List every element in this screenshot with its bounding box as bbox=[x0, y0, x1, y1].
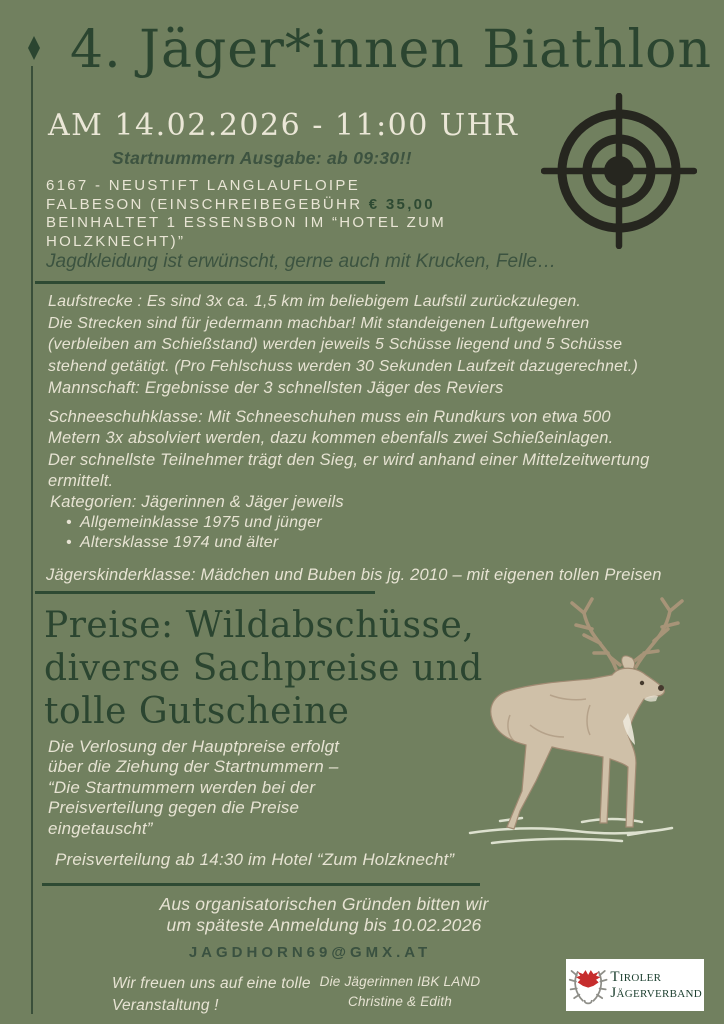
divider-rule bbox=[35, 591, 375, 594]
stag-eye bbox=[640, 681, 644, 685]
stag-illustration bbox=[440, 595, 700, 850]
dress-code-note: Jagdkleidung ist erwünscht, gerne auch mit Krucken, Felle… bbox=[46, 251, 557, 272]
tyrol-eagle bbox=[576, 970, 601, 988]
text-line: diverse Sachpreise und bbox=[44, 648, 483, 689]
text-line: Metern 3x absolviert werden, dazu kommen ebenfalls zwei Schießeinlagen. bbox=[48, 429, 614, 448]
prize-distribution-line: Preisverteilung ab 14:30 im Hotel “Zum Holzknecht” bbox=[55, 850, 455, 869]
tiroler-jaegerverband-logo bbox=[566, 959, 704, 1011]
logo-line-2: Jägerverband bbox=[610, 985, 702, 1001]
text-line: Wir freuen uns auf eine tolle bbox=[112, 975, 311, 992]
organizers-signature bbox=[319, 972, 481, 1012]
text-line: Schneeschuhklasse: Mit Schneeschuhen muss ein Rundkurs von etwa 500 bbox=[48, 408, 611, 426]
antler-eagle-emblem-icon bbox=[568, 962, 608, 1008]
text-line: “Die Startnummern werden bei der bbox=[48, 777, 316, 797]
text-line: tolle Gutscheine bbox=[44, 691, 350, 732]
text-line: Laufstrecke : Es sind 3x ca. 1,5 km im beliebigem Laufstil zurückzulegen. bbox=[48, 293, 582, 310]
diamond-ornament-icon bbox=[27, 36, 41, 60]
mannschaft-line: Mannschaft: Ergebnisse der 3 schnellsten Jäger des Reviers bbox=[48, 379, 504, 397]
text-line: • Allgemeinklasse 1975 und jünger bbox=[62, 513, 322, 533]
text-line: Veranstaltung ! bbox=[112, 997, 219, 1014]
text-line: Die Verlosung der Hauptpreise erfolgt bbox=[48, 737, 340, 756]
venue-info bbox=[46, 177, 516, 251]
start-numbers-note: Startnummern Ausgabe: ab 09:30!! bbox=[112, 148, 412, 168]
laufstrecke-paragraph bbox=[48, 291, 688, 377]
divider-rule bbox=[42, 883, 480, 886]
text-line: ermittelt. bbox=[48, 471, 114, 490]
registration-note bbox=[64, 894, 584, 935]
logo-line-1: Tiroler bbox=[610, 969, 662, 985]
divider-rule bbox=[35, 281, 385, 284]
text-line: um späteste Anmeldung bis 10.02.2026 bbox=[166, 914, 482, 935]
prizes-heading bbox=[44, 604, 483, 733]
venue-line: HOLZKNECHT)” bbox=[46, 232, 186, 250]
text-line: Der schnellste Teilnehmer trägt den Sieg, er wird anhand einer Mittelzeitwertung bbox=[48, 450, 650, 469]
logo-wordmark bbox=[610, 969, 702, 1001]
text-line: Die Jägerinnen IBK LAND bbox=[319, 974, 481, 989]
text-line: Aus organisatorischen Gründen bitten wir bbox=[159, 894, 489, 914]
page-title: 4. Jäger*innen Biathlon bbox=[70, 20, 712, 80]
venue-line: BEINHALTET 1 ESSENSBON IM “HOTEL ZUM bbox=[46, 214, 447, 232]
text-line: Preise: Wildabschüsse, bbox=[44, 605, 475, 646]
text-line: • Altersklasse 1974 und älter bbox=[62, 533, 322, 553]
kategorien-heading: Kategorien: Jägerinnen & Jäger jeweils bbox=[50, 493, 344, 511]
stag-nose bbox=[658, 685, 664, 691]
kinderklasse-line: Jägerskinderklasse: Mädchen und Buben bis jg. 2010 – mit eigenen tollen Preisen bbox=[46, 566, 662, 584]
contact-email: JAGDHORN69@GMX.AT bbox=[188, 944, 432, 961]
venue-line bbox=[46, 196, 516, 215]
shooting-target-icon bbox=[541, 93, 697, 249]
text-line: (verbleiben am Schießstand) werden jeweils 5 Schüsse liegend und 5 Schüsse bbox=[48, 336, 623, 353]
text-line: eingetauscht” bbox=[48, 818, 153, 838]
text-line: Die Strecken sind für jedermann machbar! Mit standeigenen Luftgewehren bbox=[48, 314, 590, 332]
entry-fee: € 35,00 bbox=[368, 195, 435, 213]
event-date: AM 14.02.2026 - 11:00 UHR bbox=[48, 108, 519, 143]
closing-message bbox=[112, 973, 311, 1017]
schneeschuhklasse-paragraph bbox=[48, 407, 698, 492]
venue-line: 6167 - NEUSTIFT LANGLAUFLOIPE bbox=[46, 177, 361, 194]
kategorien-list bbox=[62, 513, 322, 552]
left-margin-rule bbox=[31, 66, 33, 1014]
venue-line-pre: FALBESON (EINSCHREIBEGEBÜHR bbox=[46, 195, 369, 213]
text-line: über die Ziehung der Startnummern – bbox=[48, 757, 339, 777]
text-line: stehend getätigt. (Pro Fehlschuss werden 30 Sekunden Laufzeit dazugerechnet.) bbox=[48, 357, 638, 375]
raffle-paragraph bbox=[48, 737, 339, 839]
text-line: Christine & Edith bbox=[348, 994, 452, 1009]
text-line: Preisverteilung gegen die Preise bbox=[48, 798, 300, 818]
